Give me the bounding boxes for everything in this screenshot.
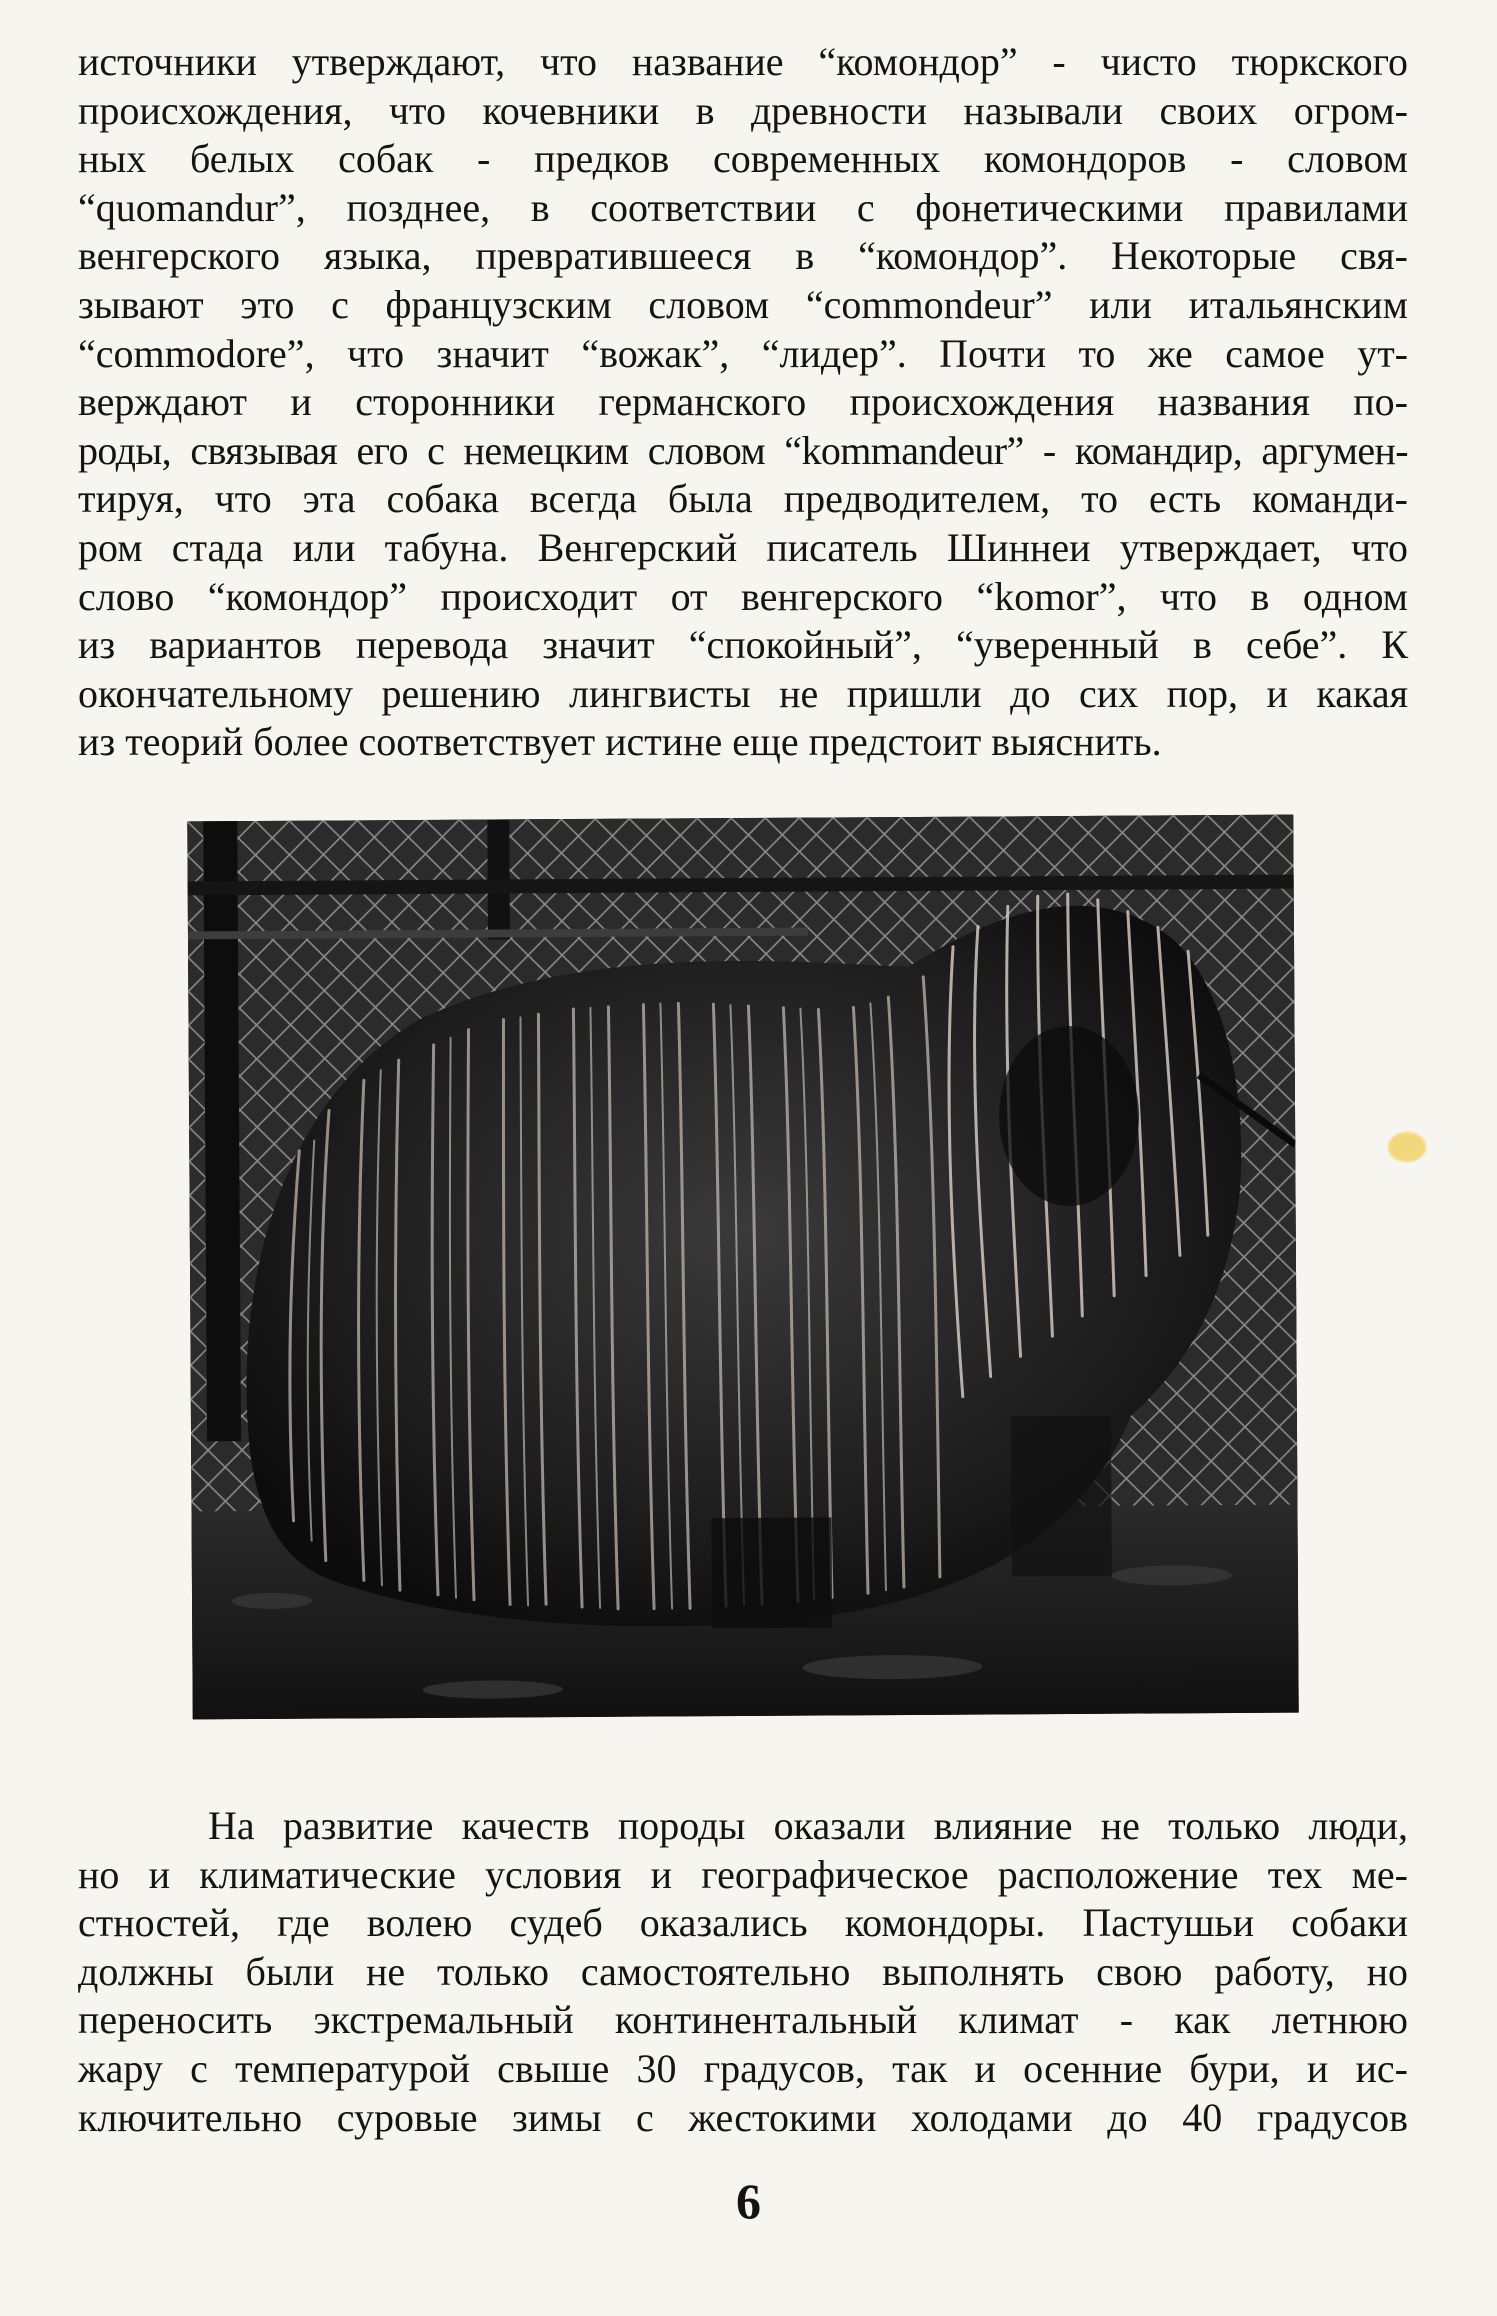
text-line: окончательному решению лингвисты не пришли до сих пор, и какая bbox=[78, 670, 1408, 716]
text-line: “commodore”, что значит “вожак”, “лидер”. Почти то же самое ут- bbox=[78, 330, 1408, 376]
text-line: переносить экстремальный континентальный климат - как летнюю bbox=[78, 1997, 1408, 2043]
text-line: слово “комондор” происходит от венгерского “komor”, что в одном bbox=[78, 573, 1408, 619]
text-line: венгерского языка, превратившееся в “комондор”. Некоторые свя- bbox=[78, 233, 1408, 279]
text-line: из теорий более соответствует истине еще предстоит выяснить. bbox=[78, 719, 1162, 765]
text-line: роды, связывая его с немецким словом “kommandeur” - командир, аргумен- bbox=[78, 427, 1408, 473]
text-line: жару с температурой свыше 30 градусов, так и осенние бури, и ис- bbox=[78, 2045, 1408, 2091]
text-line: ключительно суровые зимы с жестокими холодами до 40 градусов bbox=[78, 2094, 1408, 2140]
text-line: происхождения, что кочевники в древности называли своих огром- bbox=[78, 87, 1408, 133]
text-line: стностей, где волею судеб оказались комондоры. Пастушьи собаки bbox=[78, 1900, 1408, 1946]
text-line: источники утверждают, что название “комондор” - чисто тюркского bbox=[78, 39, 1408, 84]
paragraph-etymology bbox=[78, 38, 1408, 767]
text-line: тируя, что эта собака всегда была предводителем, то есть команди- bbox=[78, 476, 1408, 522]
yellow-smudge bbox=[1388, 1132, 1426, 1162]
komondor-photo bbox=[187, 815, 1298, 1720]
text-line: зывают это с французским словом “commondeur” или итальянским bbox=[78, 281, 1408, 327]
text-line: На развитие качеств породы оказали влияние не только люди, bbox=[208, 1803, 1408, 1848]
text-line: из вариантов перевода значит “спокойный”, “уверенный в себе”. К bbox=[78, 622, 1408, 668]
text-line: ром стада или табуна. Венгерский писатель Шиннеи утверждает, что bbox=[78, 524, 1408, 570]
page-number: 6 bbox=[736, 2173, 761, 2229]
text-line: верждают и сторонники германского происхождения названия по- bbox=[78, 379, 1408, 425]
text-line: ных белых собак - предков современных комондоров - словом bbox=[78, 136, 1408, 182]
text-line: “quomandur”, позднее, в соответствии с фонетическими правилами bbox=[78, 184, 1408, 230]
text-line: должны были не только самостоятельно выполнять свою работу, но bbox=[78, 1948, 1408, 1994]
paragraph-climate bbox=[78, 1802, 1408, 2142]
text-line: но и климатические условия и географическое расположение тех ме- bbox=[78, 1851, 1408, 1897]
